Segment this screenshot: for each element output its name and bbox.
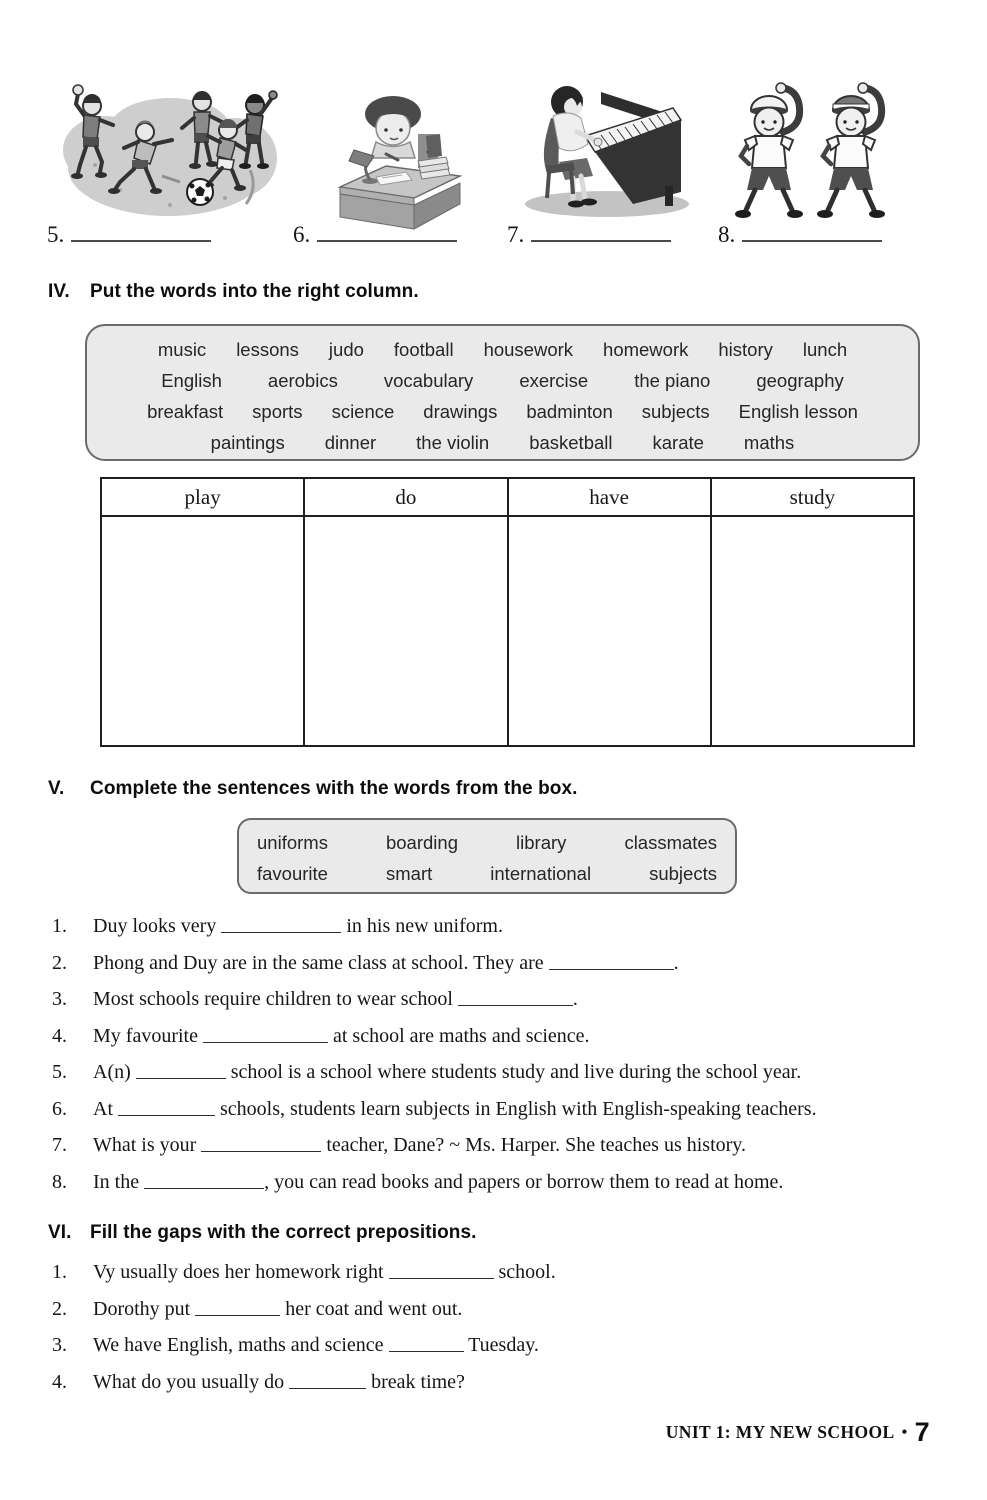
sentence-text: A(n) [93,1061,136,1083]
word-box-word: aerobics [267,369,338,391]
sentence-number: 2. [52,1297,67,1320]
fill-in-blank [201,1136,321,1152]
word-box-word: smart [386,862,433,884]
picture-number-7 [507,222,671,248]
table-header-play: play [101,478,304,516]
picture-number-label: 5. [47,222,65,247]
sentence-text: What is your [93,1134,202,1156]
sentence-text: . [673,951,679,974]
page-number: 7 [914,1417,930,1447]
word-box-row [87,334,918,365]
word-box-word: housework [483,338,574,360]
sentence-line [52,1364,972,1401]
sentence-text: . [572,988,578,1010]
sentence-number: 8. [52,1170,67,1193]
sentence-text: teacher, Dane? ~ Ms. Harper. She teaches us history. [321,1134,746,1156]
word-box-word: breakfast [147,400,224,422]
sentence-number: 3. [52,988,67,1010]
section-v-word-box [237,818,737,894]
fill-in-blank [203,1027,328,1043]
sentence-text: her coat and went out. [280,1297,463,1320]
sentence-text: Tuesday. [463,1334,539,1356]
word-box-word: favourite [257,862,328,884]
picture-number-label: 7. [507,222,525,247]
section-vi-sentences [52,1254,972,1400]
classification-table [100,477,915,747]
football-illustration [50,70,284,230]
sentence-text: in his new uniform. [341,915,503,937]
sentence-text: We have English, maths and science [93,1334,389,1356]
sentence-line [52,1018,972,1055]
section-v-header [48,778,578,800]
word-box-word: geography [756,369,844,391]
word-box-row [87,365,918,396]
fill-in-blank [549,954,674,970]
piano-illustration [515,74,693,222]
table-empty-cell-have [508,516,711,746]
picture-number-6 [293,222,457,248]
sentence-number: 1. [52,1261,67,1283]
fill-in-blank [144,1173,264,1189]
sentence-line [52,1127,972,1164]
sentence-text: break time? [366,1370,465,1393]
sentence-number: 4. [52,1370,67,1393]
section-iv-label: IV. [48,281,70,302]
answer-blank-line [317,225,457,242]
word-box-word: boarding [385,831,458,853]
boy-at-desk-icon [318,84,470,230]
table-header-study: study [711,478,914,516]
word-box-word: subjects [641,400,710,422]
sentence-line [52,908,972,945]
sentence-line [52,1327,972,1364]
page-footer [666,1417,930,1448]
section-iv-header [48,281,419,303]
word-box-word: history [718,338,773,360]
picture-number-label: 8. [718,222,736,247]
sentence-line [52,1054,972,1091]
sentence-line [52,945,972,982]
sentence-text: Phong and Duy are in the same class at school. They are [93,951,549,974]
word-box-word: vocabulary [383,369,474,391]
studying-illustration [318,84,470,230]
exercise-illustration [733,76,891,222]
classification-table-body-row [101,516,914,746]
word-box-word: exercise [519,369,589,391]
sentence-text: Dorothy put [93,1297,196,1320]
word-box-word: English lesson [738,400,858,422]
word-box-row [87,427,918,458]
sentence-text: Vy usually does her homework right [93,1261,389,1283]
answer-blank-line [71,225,211,242]
exercising-kids-icon [733,76,891,222]
fill-in-blank [195,1300,280,1316]
fill-in-blank [289,1373,366,1389]
table-header-do: do [304,478,507,516]
word-box-word: international [490,862,592,884]
section-iv-title: Put the words into the right column. [90,281,419,302]
word-box-word: subjects [649,862,717,884]
word-box-word: lunch [802,338,848,360]
sentence-line [52,1091,972,1128]
section-v-label: V. [48,778,65,799]
word-box-word: homework [603,338,689,360]
piano-player-icon [515,74,693,222]
picture-number-line [0,222,987,260]
sentence-text: school is a school where students study and live during the school year. [225,1061,802,1083]
sentence-text: In the [93,1170,145,1193]
word-box-word: lessons [236,338,299,360]
sentence-text: Most schools require children to wear school [93,988,458,1010]
classification-table-header-row [101,478,914,516]
section-vi-header [48,1222,477,1244]
word-box-word: basketball [529,431,613,453]
word-box-word: science [331,400,395,422]
word-box-word: music [157,338,207,360]
sentence-number: 6. [52,1097,67,1120]
word-box-word: dinner [324,431,377,453]
word-box-word: classmates [624,831,717,853]
section-v-title: Complete the sentences with the words from the box. [90,778,578,799]
word-box-word: football [393,338,454,360]
sentence-text: schools, students learn subjects in English with English-speaking teachers. [215,1097,817,1120]
sentence-line [52,1254,972,1291]
fill-in-blank [389,1263,494,1279]
answer-blank-line [531,225,671,242]
word-box-word: sports [252,400,303,422]
sentence-number: 7. [52,1134,67,1156]
table-empty-cell-study [711,516,914,746]
word-box-word: maths [743,431,795,453]
answer-blank-line [742,225,882,242]
fill-in-blank [389,1336,464,1352]
table-empty-cell-play [101,516,304,746]
section-iv-word-box [85,324,920,461]
sentence-line [52,1291,972,1328]
sentence-text: Duy looks very [93,915,222,937]
sentence-number: 5. [52,1061,67,1083]
fill-in-blank [221,917,341,933]
table-empty-cell-do [304,516,507,746]
section-vi-title: Fill the gaps with the correct prepositions. [90,1222,477,1243]
word-box-word: uniforms [257,831,328,853]
word-box-row [257,827,717,858]
sentence-text: At [93,1097,118,1120]
picture-number-5 [47,222,211,248]
word-box-word: the violin [416,431,490,453]
fill-in-blank [136,1063,226,1079]
footer-bullet: • [901,1424,908,1441]
fill-in-blank [458,990,573,1006]
sentence-number: 2. [52,951,67,974]
word-box-word: drawings [423,400,498,422]
footer-unit-label: UNIT 1: MY NEW SCHOOL [665,1422,895,1442]
table-header-have: have [508,478,711,516]
word-box-word: English [161,369,222,391]
sentence-number: 1. [52,915,67,937]
sentence-number: 4. [52,1024,67,1047]
word-box-word: library [516,831,567,853]
word-box-word: karate [652,431,704,453]
sentence-text: at school are maths and science. [327,1024,590,1047]
football-scene-icon [50,70,284,230]
word-box-row [87,396,918,427]
word-box-word: judo [328,338,364,360]
sentence-line [52,1164,972,1201]
word-box-row [257,858,717,889]
fill-in-blank [118,1100,215,1116]
word-box-word: the piano [634,369,711,391]
sentence-text: What do you usually do [93,1370,290,1393]
picture-number-8 [718,222,882,248]
sentence-text: school. [493,1261,556,1283]
section-vi-label: VI. [48,1222,72,1243]
word-box-word: badminton [526,400,613,422]
sentence-text: , you can read books and papers or borrow them to read at home. [264,1170,784,1193]
section-v-sentences [52,908,972,1200]
sentence-number: 3. [52,1334,67,1356]
picture-number-label: 6. [293,222,311,247]
sentence-line [52,981,972,1018]
sentence-text: My favourite [93,1024,203,1047]
word-box-word: paintings [210,431,285,453]
